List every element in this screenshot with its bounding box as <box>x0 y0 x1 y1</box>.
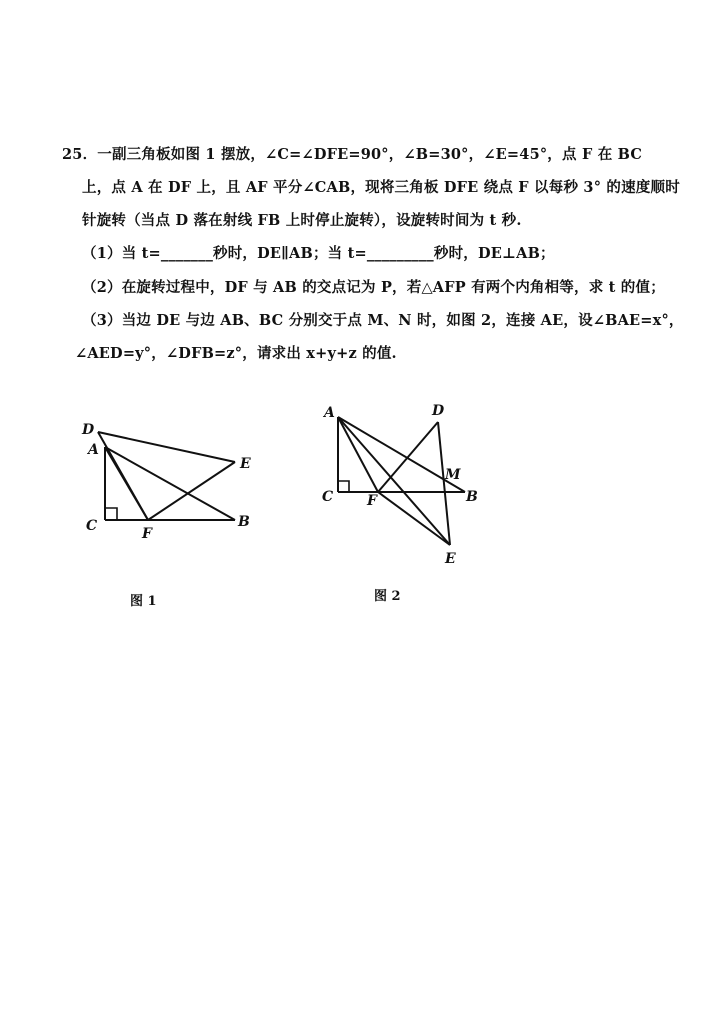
label-A: A <box>88 442 99 458</box>
label-C: C <box>86 518 98 534</box>
label-C: C <box>322 489 334 505</box>
figure-2 <box>310 395 500 569</box>
problem-line-6: （3）当边 DE 与边 AB、BC 分别交于点 M、N 时，如图 2，连接 AE，设∠BAE=x°， <box>82 312 684 329</box>
problem-line-4: （1）当 t=_______秒时，DE∥AB；当 t=_________秒时，DE⊥AB； <box>82 245 555 262</box>
label-A: A <box>324 405 335 421</box>
label-F: F <box>367 493 377 509</box>
label-B: B <box>238 514 250 530</box>
figure-1-diagram <box>70 410 290 550</box>
figure-2-caption: 图 2 <box>374 589 401 604</box>
figure-2-diagram <box>310 395 500 565</box>
label-B: B <box>466 489 478 505</box>
problem-line-7: ∠AED=y°，∠DFB=z°，请求出 x+y+z 的值. <box>75 345 397 362</box>
problem-line-3: 针旋转（当点 D 落在射线 FB 上时停止旋转），设旋转时间为 t 秒. <box>82 212 522 229</box>
problem-line-2: 上，点 A 在 DF 上，且 AF 平分∠CAB，现将三角板 DFE 绕点 F 以每秒 3° 的速度顺时 <box>82 179 680 196</box>
label-E: E <box>445 551 456 567</box>
problem-line-5: （2）在旋转过程中，DF 与 AB 的交点记为 P，若△AFP 有两个内角相等，求 t 的值； <box>82 279 665 296</box>
label-F: F <box>142 526 152 542</box>
label-E: E <box>240 456 251 472</box>
label-D: D <box>432 403 445 419</box>
figure-1 <box>70 410 290 554</box>
problem-line-1: 25．一副三角板如图 1 摆放，∠C=∠DFE=90°，∠B=30°，∠E=45°，点 F 在 BC <box>62 146 643 163</box>
label-M: M <box>445 467 461 483</box>
figure-1-caption: 图 1 <box>130 594 157 609</box>
label-D: D <box>82 422 95 438</box>
